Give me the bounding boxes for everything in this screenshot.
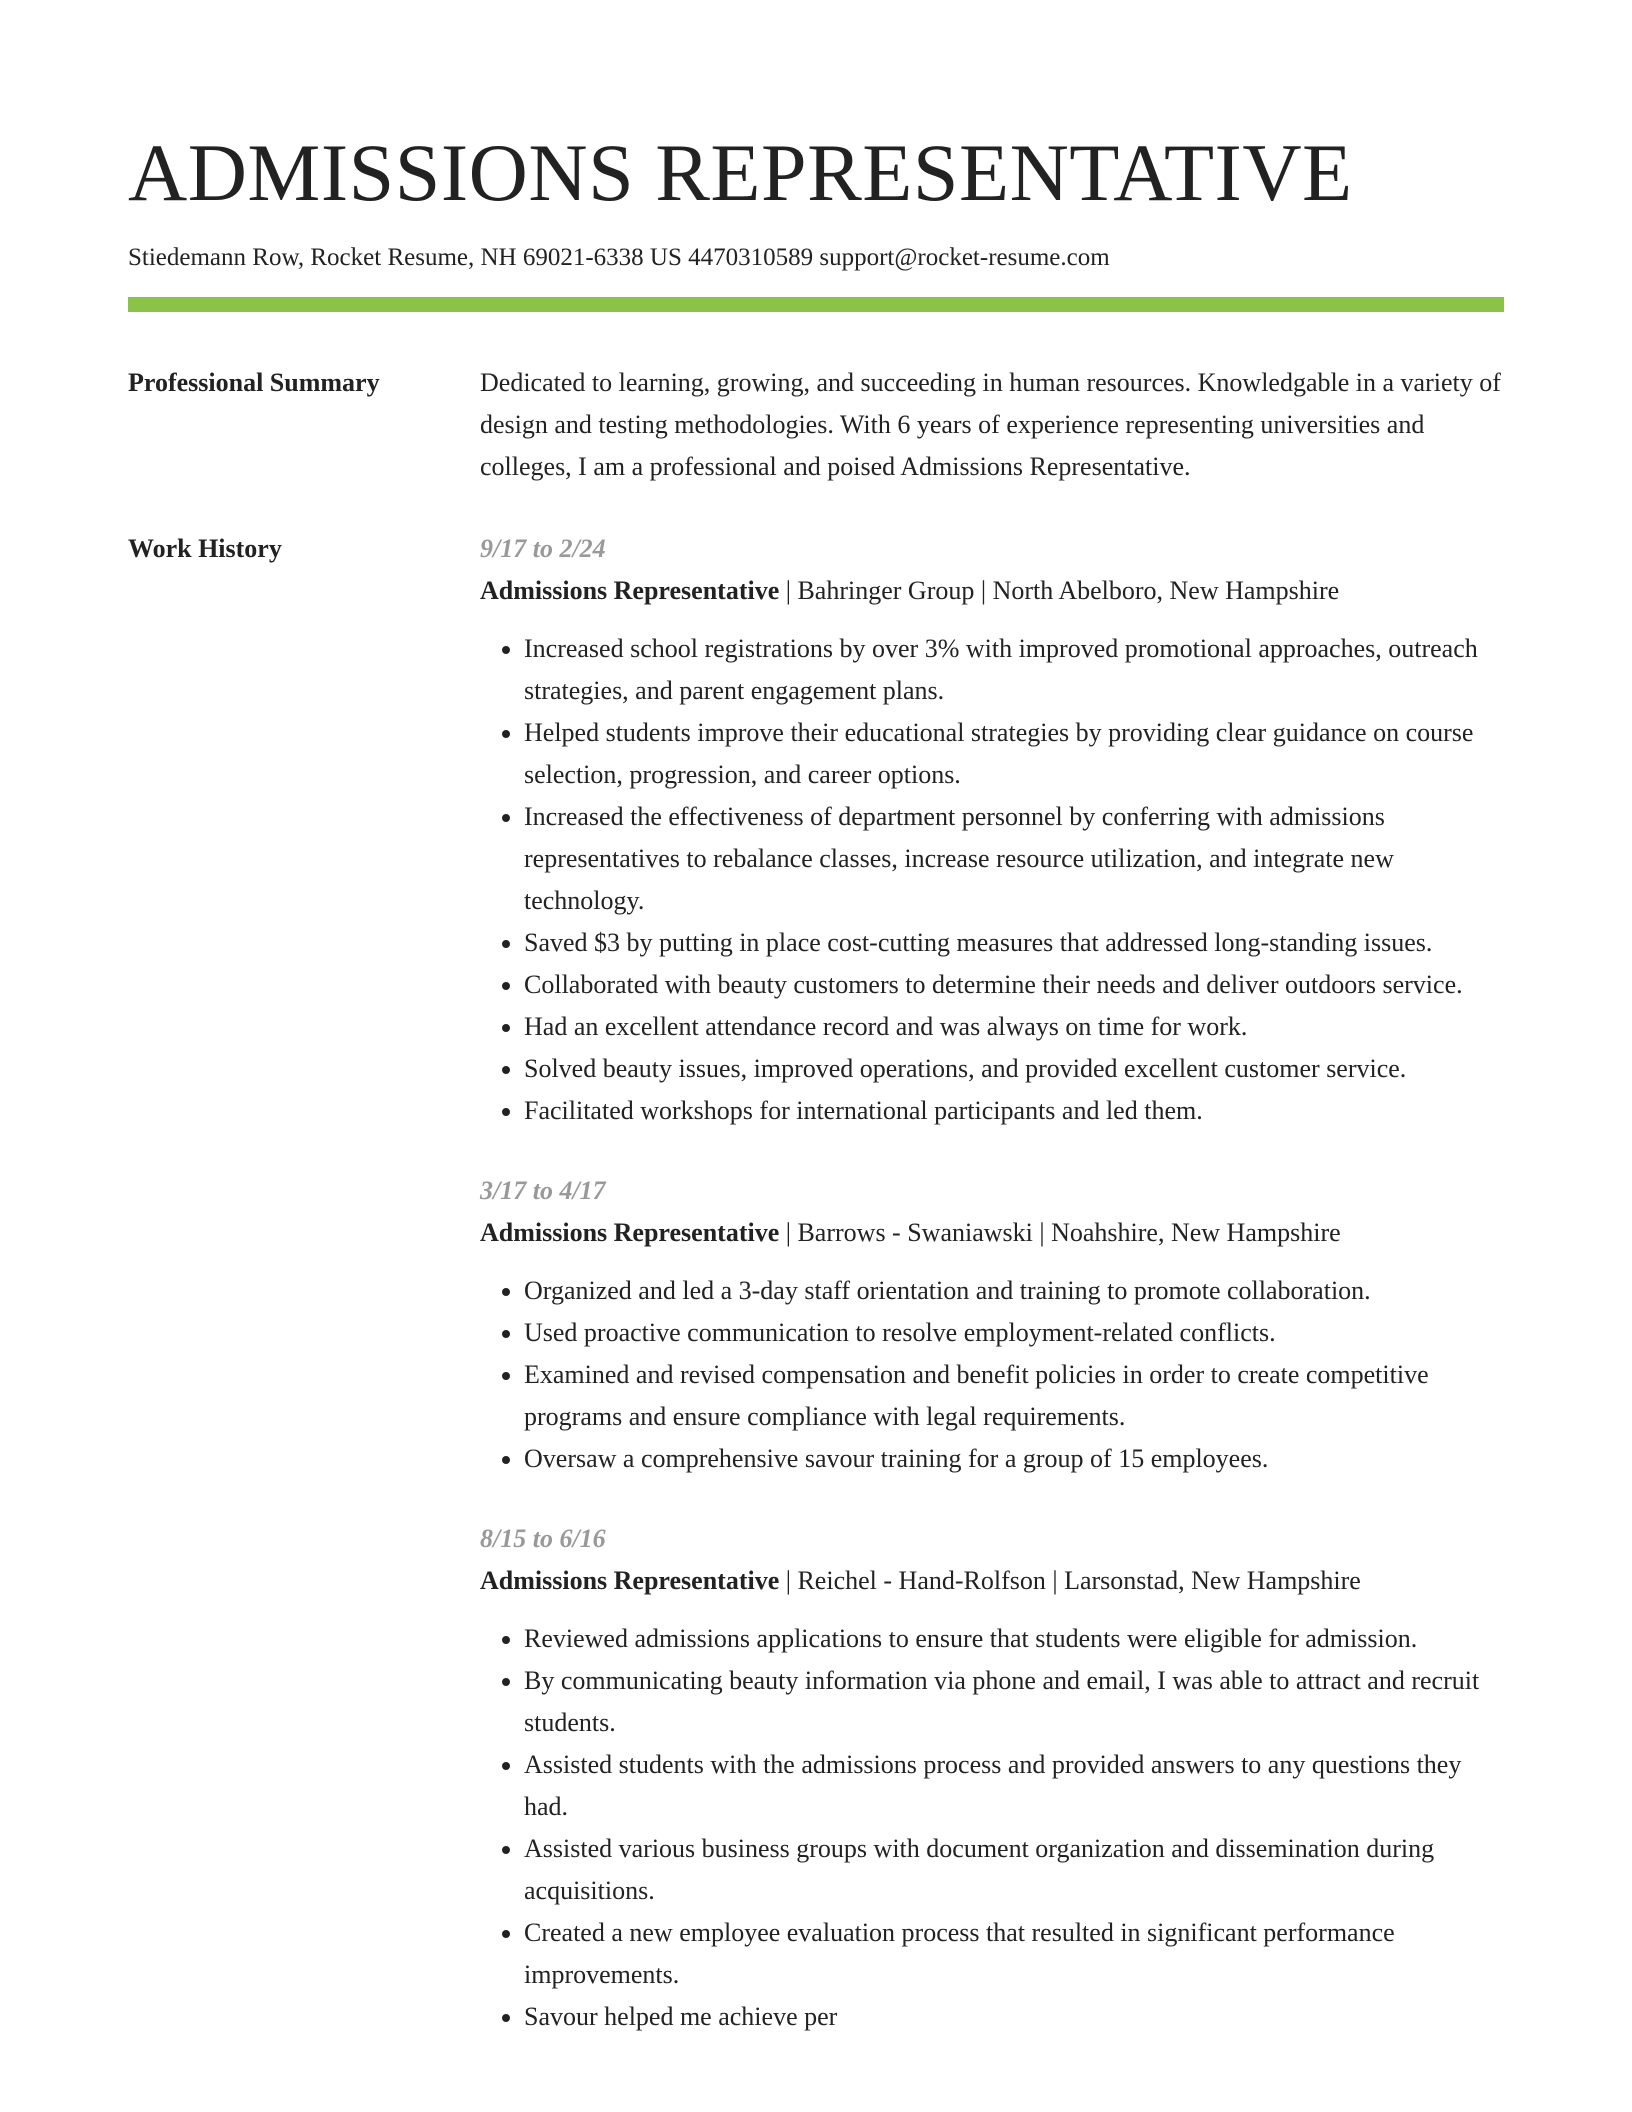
job-bullet: • Oversaw a comprehensive savour training for a group of 15 employees. [524, 1438, 1504, 1480]
summary-text: Dedicated to learning, growing, and succeeding in human resources. Knowledgable in a variety of design and testing methodologies. With 6 years of experience representing universities and colleges, I am a professional and poised Admissions Representative. [480, 367, 1501, 481]
job-entry [480, 1170, 1504, 1480]
job-bullet: • Reviewed admissions applications to ensure that students were eligible for admission. [524, 1618, 1504, 1660]
header-divider [128, 297, 1504, 312]
job-bullet: • Organized and led a 3-day staff orientation and training to promote collaboration. [524, 1270, 1504, 1312]
job-bullet: • Created a new employee evaluation process that resulted in significant performance improvements. [524, 1912, 1504, 1996]
job-separator: | [779, 1217, 798, 1247]
work-history-section [128, 528, 1504, 2076]
job-entry [480, 1518, 1504, 2038]
job-title: Admissions Representative [480, 1565, 780, 1595]
job-separator: | [1045, 1565, 1065, 1595]
job-bullet: • Collaborated with beauty customers to determine their needs and deliver outdoors service. [524, 964, 1504, 1006]
job-heading [480, 1212, 1504, 1254]
resume-title: ADMISSIONS REPRESENTATIVE [128, 127, 1353, 218]
job-separator: | [1032, 1217, 1052, 1247]
job-bullet-list [480, 1270, 1504, 1480]
job-dates: 3/17 to 4/17 [480, 1175, 606, 1205]
summary-body [480, 362, 1504, 488]
job-heading [480, 1560, 1504, 1602]
job-bullet: • Helped students improve their educational strategies by providing clear guidance on course selection, progression, and career options. [524, 712, 1504, 796]
job-bullet: • Examined and revised compensation and benefit policies in order to create competitive programs and ensure compliance with legal requirements. [524, 1354, 1504, 1438]
section-label-summary: Professional Summary [128, 367, 380, 397]
job-dates: 9/17 to 2/24 [480, 533, 606, 563]
job-bullet-list [480, 1618, 1504, 2038]
job-separator: | [779, 575, 798, 605]
job-bullet: • Savour helped me achieve per [524, 1996, 1504, 2038]
job-company: Barrows - Swaniawski [797, 1217, 1033, 1247]
job-title: Admissions Representative [480, 575, 780, 605]
section-label-work-history: Work History [128, 533, 282, 563]
work-history-body [480, 528, 1504, 2076]
contact-line: Stiedemann Row, Rocket Resume, NH 69021-6338 US 4470310589 support@rocket-resume.com [128, 244, 1110, 271]
job-bullet: • Increased the effectiveness of department personnel by conferring with admissions representatives to rebalance classes, increase resource utilization, and integrate new technology. [524, 796, 1504, 922]
job-bullet: • By communicating beauty information via phone and email, I was able to attract and recruit students. [524, 1660, 1504, 1744]
job-title: Admissions Representative [480, 1217, 780, 1247]
job-entry [480, 528, 1504, 1132]
job-bullet: • Increased school registrations by over 3% with improved promotional approaches, outreach strategies, and parent engagement plans. [524, 628, 1504, 712]
job-location: Noahshire, New Hampshire [1051, 1217, 1341, 1247]
job-bullet-list [480, 628, 1504, 1132]
job-bullet: • Assisted various business groups with document organization and dissemination during acquisitions. [524, 1828, 1504, 1912]
job-company: Bahringer Group [797, 575, 975, 605]
job-heading [480, 570, 1504, 612]
job-bullet: • Solved beauty issues, improved operations, and provided excellent customer service. [524, 1048, 1504, 1090]
job-bullet: • Used proactive communication to resolve employment-related conflicts. [524, 1312, 1504, 1354]
professional-summary-section [128, 362, 1504, 488]
job-company: Reichel - Hand-Rolfson [797, 1565, 1046, 1595]
job-separator: | [974, 575, 993, 605]
job-separator: | [779, 1565, 798, 1595]
job-bullet: • Saved $3 by putting in place cost-cutting measures that addressed long-standing issues. [524, 922, 1504, 964]
job-bullet: • Had an excellent attendance record and was always on time for work. [524, 1006, 1504, 1048]
job-location: North Abelboro, New Hampshire [992, 575, 1340, 605]
job-bullet: • Assisted students with the admissions process and provided answers to any questions they had. [524, 1744, 1504, 1828]
job-location: Larsonstad, New Hampshire [1064, 1565, 1361, 1595]
job-bullet: • Facilitated workshops for international participants and led them. [524, 1090, 1504, 1132]
job-dates: 8/15 to 6/16 [480, 1523, 606, 1553]
